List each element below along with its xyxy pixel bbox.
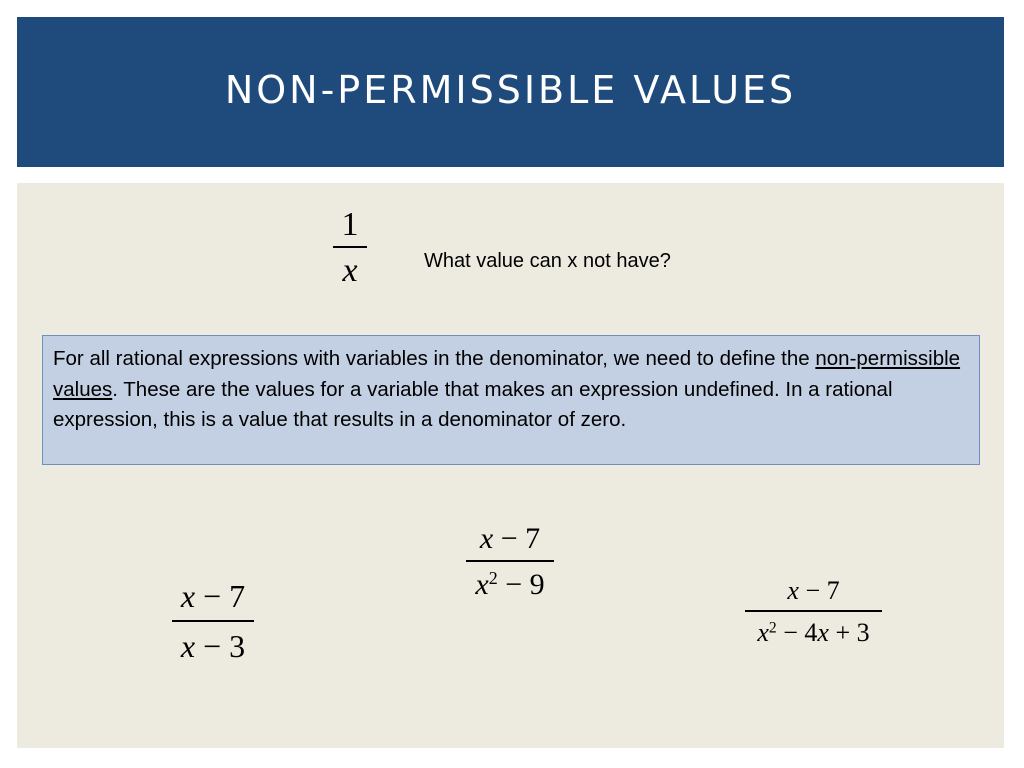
slide-title: NON-PERMISSIBLE VALUES [224, 68, 797, 112]
definition-term: non-permissible values [53, 347, 961, 401]
question-text: What value can x not have? [424, 250, 671, 272]
definition-box [42, 335, 980, 465]
fraction-denominator: x [342, 251, 358, 289]
fraction-x-minus-7-over-x-minus-3 [172, 580, 254, 662]
fraction-one-over-x [333, 208, 367, 288]
fraction-denominator: $x^2 - 9$ [475, 567, 545, 601]
fraction-x-minus-7-over-x-squared-minus-9 [466, 524, 554, 600]
fraction-denominator: x − 3 [180, 627, 246, 664]
fraction-denominator: $x^2 - 4x + 3$ [757, 617, 870, 647]
fraction-numerator: 1 [341, 206, 359, 243]
fraction-numerator: x − 7 [180, 578, 246, 614]
fraction-numerator: x − 7 [787, 576, 840, 605]
title-bar [17, 17, 1004, 167]
fraction-x-minus-7-over-quadratic [745, 578, 882, 646]
definition-text-1: For all rational expressions with variables in the denominator, we need to define the [53, 347, 816, 370]
definition-text-2: . These are the values for a variable that makes an expression undefined. In a rational expression, this is a value that results in a denominator of zero. [53, 377, 893, 431]
fraction-numerator: x − 7 [479, 522, 541, 555]
